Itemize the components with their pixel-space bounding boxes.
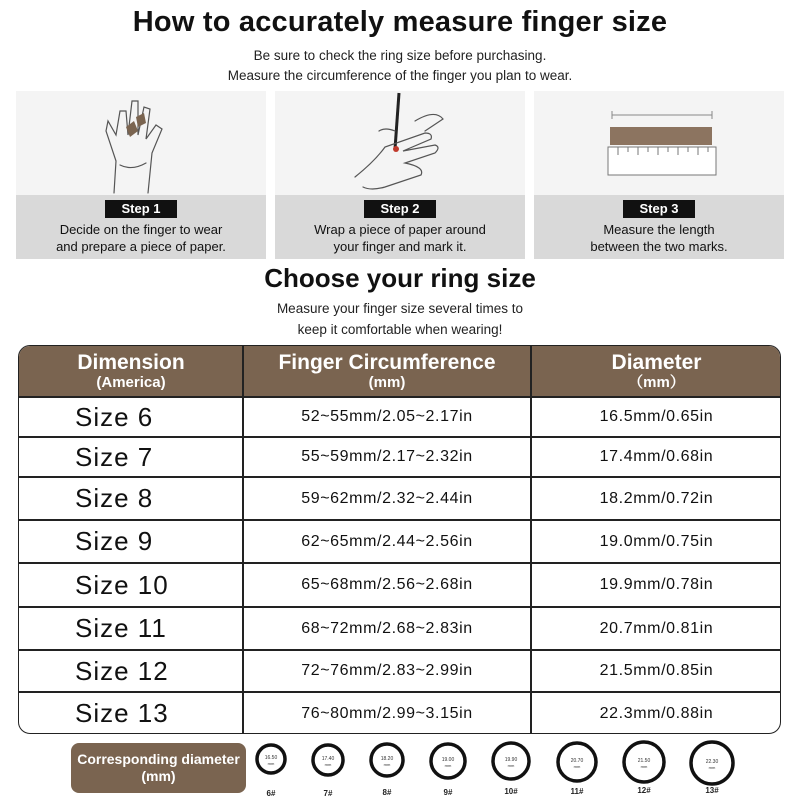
- circumference-cell: 72~76mm/2.83~2.99in: [301, 662, 473, 679]
- ring-size-label: 13#: [705, 786, 719, 795]
- size-cell: Size 9: [75, 526, 154, 556]
- circumference-cell: 59~62mm/2.32~2.44in: [301, 489, 473, 507]
- header-circumference: [243, 346, 531, 397]
- ring-value: 20.70: [570, 758, 584, 764]
- column-divider: [530, 346, 532, 734]
- table-row: [19, 692, 781, 734]
- header-dimension-label: Dimension: [77, 351, 185, 374]
- ring-icon: [555, 740, 599, 784]
- step-2-text-2: your finger and mark it.: [333, 239, 467, 254]
- size-cell: Size 6: [75, 401, 154, 432]
- row-divider: [19, 476, 781, 478]
- size-section-subtitle-2: keep it comfortable when wearing!: [297, 322, 503, 337]
- ring-size-table: [18, 345, 781, 734]
- diameter-cell: 17.4mm/0.68in: [599, 448, 714, 465]
- size-cell: Size 10: [75, 569, 169, 600]
- corresponding-diameter-label: [71, 743, 246, 793]
- ring-size-label: 8#: [382, 788, 392, 797]
- ring-size-label: 6#: [266, 789, 276, 798]
- ring-size-label: 12#: [637, 786, 651, 795]
- ring-unit: mm: [267, 761, 275, 766]
- size-section-title: Choose your ring size: [264, 263, 536, 293]
- ring-value: 19.90: [504, 757, 518, 763]
- header-diameter: [531, 346, 781, 397]
- diameter-cell: 19.0mm/0.75in: [599, 532, 714, 550]
- size-cell: Size 12: [75, 655, 169, 686]
- page-title: How to accurately measure finger size: [132, 6, 668, 38]
- diameter-cell: 20.7mm/0.81in: [599, 619, 714, 637]
- ring-value: 16.50: [264, 755, 278, 761]
- ring-size-label: 10#: [504, 787, 518, 796]
- ring-diagram-13: [684, 739, 740, 795]
- size-cell: Size 8: [75, 483, 154, 513]
- ring-icon: [254, 742, 288, 776]
- row-divider: [19, 691, 781, 693]
- ring-icon: [688, 739, 736, 787]
- step-1-caption: [16, 195, 266, 259]
- table-row: [19, 607, 781, 650]
- page-subtitle-1: Be sure to check the ring size before purchasing.: [253, 48, 547, 63]
- corresponding-label-line-1: Corresponding diameter: [77, 751, 240, 767]
- circumference-cell: 52~55mm/2.05~2.17in: [301, 408, 473, 425]
- ring-value: 18.20: [380, 756, 394, 762]
- step-1-text-2: and prepare a piece of paper.: [56, 239, 226, 254]
- step-2-text-1: Wrap a piece of paper around: [314, 222, 486, 237]
- diameter-cell: 22.3mm/0.88in: [599, 704, 714, 722]
- diameter-cell: 16.5mm/0.65in: [599, 408, 714, 425]
- step-1-panel: [16, 91, 266, 259]
- ruler-measure-illustration: [534, 91, 784, 195]
- circumference-cell: 55~59mm/2.17~2.32in: [301, 448, 473, 465]
- table-row: [19, 520, 781, 563]
- step-3-text-1: Measure the length: [603, 222, 715, 237]
- table-row: [19, 397, 781, 437]
- ring-unit: mm: [507, 763, 515, 768]
- step-1-text-1: Decide on the finger to wear: [59, 222, 223, 237]
- ring-unit: mm: [640, 764, 648, 769]
- row-divider: [19, 519, 781, 521]
- ring-icon: [621, 739, 667, 785]
- header-diameter-unit: （mm）: [628, 374, 685, 391]
- ring-unit: mm: [444, 763, 452, 768]
- row-divider: [19, 396, 781, 398]
- row-divider: [19, 606, 781, 608]
- circumference-cell: 76~80mm/2.99~3.15in: [301, 704, 473, 722]
- ring-value: 19.00: [441, 757, 455, 763]
- ring-size-label: 7#: [323, 789, 333, 798]
- ring-unit: mm: [573, 764, 581, 769]
- circumference-cell: 65~68mm/2.56~2.68in: [301, 576, 473, 593]
- row-divider: [19, 562, 781, 564]
- ring-diagram-10: [486, 740, 536, 796]
- corresponding-label-line-2: (mm): [141, 768, 176, 784]
- circumference-cell: 68~72mm/2.68~2.83in: [301, 619, 473, 637]
- ring-icon: [310, 742, 346, 778]
- diameter-cell: 18.2mm/0.72in: [599, 489, 714, 507]
- ring-diagram-12: [617, 739, 671, 795]
- column-divider: [242, 346, 244, 734]
- step-3-text-2: between the two marks.: [590, 239, 728, 254]
- hand-marking-illustration: [275, 91, 525, 195]
- ring-diagram-11: [551, 740, 603, 796]
- table-header: [19, 346, 781, 397]
- diameter-cell: 21.5mm/0.85in: [599, 662, 714, 679]
- ring-icon: [428, 741, 468, 781]
- table-row: [19, 477, 781, 520]
- ring-size-label: 9#: [443, 788, 453, 797]
- ring-icon: [490, 740, 532, 782]
- size-cell: Size 7: [75, 441, 154, 472]
- step-2-caption: [275, 195, 525, 259]
- header-dimension-unit: (America): [96, 374, 166, 391]
- ring-value: 21.50: [637, 758, 651, 764]
- diameter-cell: 19.9mm/0.78in: [599, 576, 714, 593]
- step-3-badge: Step 3: [623, 200, 695, 218]
- ring-value: 17.40: [321, 756, 335, 762]
- hand-fingers-illustration: [16, 91, 266, 195]
- ring-value: 22.30: [705, 759, 719, 765]
- row-divider: [19, 436, 781, 438]
- page-subtitle-2: Measure the circumference of the finger you plan to wear.: [227, 68, 573, 83]
- size-cell: Size 11: [75, 613, 167, 643]
- table-row: [19, 563, 781, 607]
- size-cell: Size 13: [75, 698, 169, 728]
- table-row: [19, 437, 781, 477]
- table-row: [19, 650, 781, 692]
- ring-diagram-6: [251, 742, 291, 798]
- step-2-badge: Step 2: [364, 200, 436, 218]
- ring-icon: [368, 741, 406, 779]
- ring-unit: mm: [708, 765, 716, 770]
- ring-diagram-9: [424, 741, 472, 797]
- ring-unit: mm: [383, 762, 391, 767]
- step-3-caption: [534, 195, 784, 259]
- ring-size-label: 11#: [570, 787, 584, 796]
- size-section-subtitle-1: Measure your finger size several times to: [276, 301, 524, 316]
- step-1-badge: Step 1: [105, 200, 177, 218]
- step-3-panel: [534, 91, 784, 259]
- ring-unit: mm: [324, 762, 332, 767]
- header-diameter-label: Diameter: [611, 351, 702, 374]
- ring-diagram-7: [306, 742, 350, 798]
- step-2-panel: [275, 91, 525, 259]
- circumference-cell: 62~65mm/2.44~2.56in: [301, 532, 473, 550]
- row-divider: [19, 649, 781, 651]
- header-circumference-unit: (mm): [368, 374, 406, 391]
- ring-diagram-8: [364, 741, 410, 797]
- header-dimension: [19, 346, 243, 397]
- header-circumference-label: Finger Circumference: [278, 351, 496, 374]
